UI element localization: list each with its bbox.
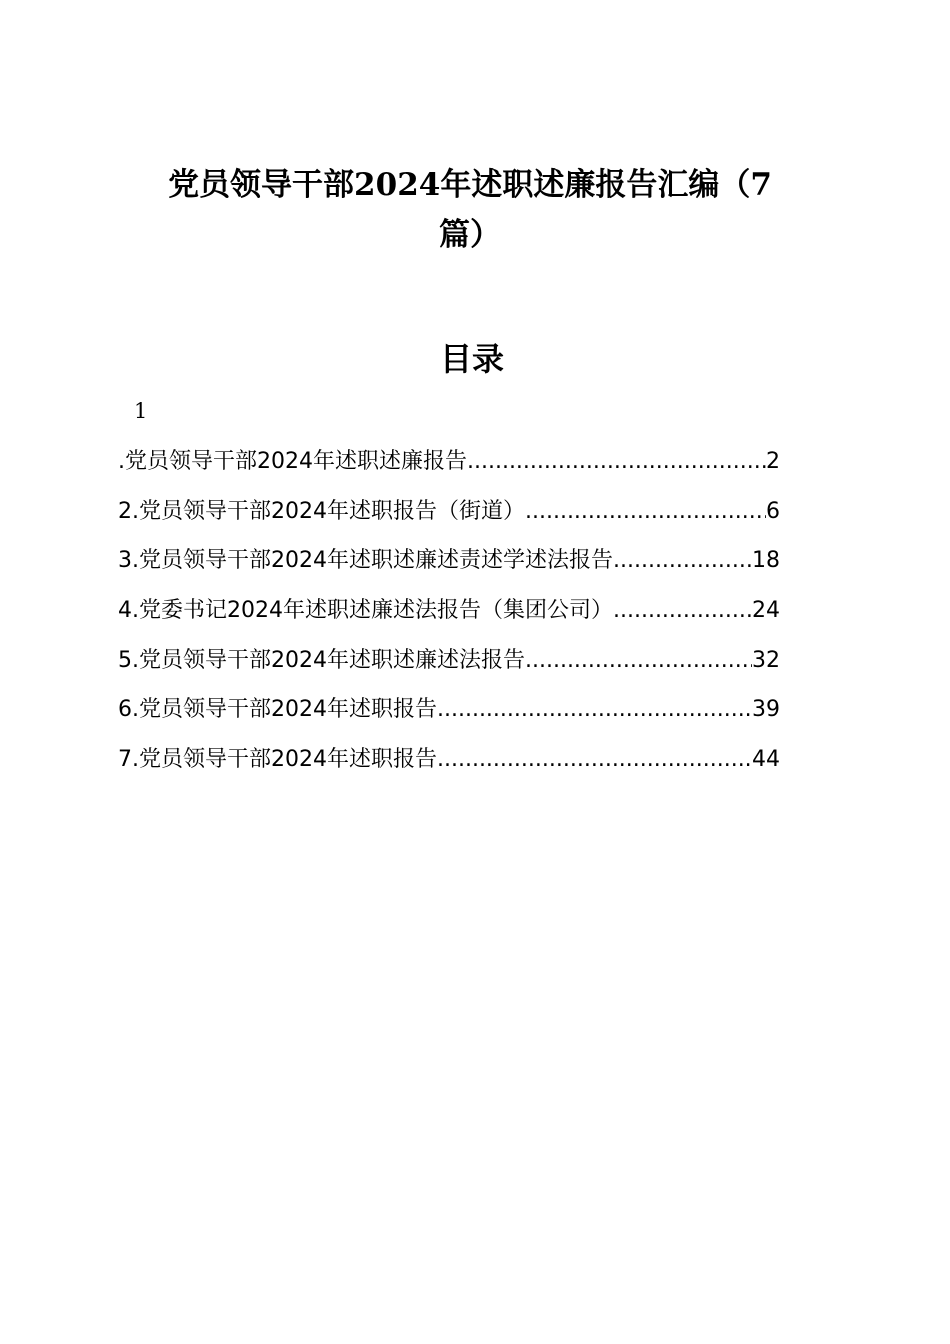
toc-dot-leader (525, 495, 766, 529)
toc-entry-6[interactable] (118, 693, 780, 743)
table-of-contents (118, 445, 780, 793)
toc-entry-label: 7.党员领导干部2024年述职报告 (118, 747, 437, 773)
toc-entry-4[interactable] (118, 594, 780, 644)
toc-dot-leader (613, 594, 752, 628)
toc-entry-label: 2.党员领导干部2024年述职报告（街道） (118, 498, 525, 524)
toc-page-number: 32 (752, 647, 780, 673)
toc-page-number: 39 (752, 697, 780, 723)
toc-dot-leader (467, 445, 766, 479)
toc-entry-label: 3.党员领导干部2024年述职述廉述责述学述法报告 (118, 548, 613, 574)
toc-entry-label: 4.党委书记2024年述职述廉述法报告（集团公司） (118, 598, 613, 624)
toc-entry-2[interactable] (118, 495, 780, 545)
toc-entry-label: 6.党员领导干部2024年述职报告 (118, 697, 437, 723)
toc-dot-leader (437, 693, 752, 727)
toc-page-number: 2 (766, 449, 780, 474)
document-title (120, 160, 820, 260)
toc-entry-1[interactable] (118, 445, 780, 495)
list-number-fragment: 1 (134, 399, 148, 423)
document-title-line-2: 篇） (439, 217, 501, 253)
toc-entry-3[interactable] (118, 544, 780, 594)
toc-page-number: 44 (752, 747, 780, 773)
toc-entry-7[interactable] (118, 743, 780, 793)
toc-page-number: 6 (766, 498, 780, 524)
toc-dot-leader (613, 544, 752, 578)
toc-page-number: 24 (752, 598, 780, 624)
toc-entry-5[interactable] (118, 644, 780, 694)
toc-dot-leader (437, 743, 752, 777)
toc-heading: 目录 (439, 340, 504, 378)
toc-page-number: 18 (752, 548, 780, 574)
document-title-line-1: 党员领导干部2024年述职述廉报告汇编（7 (168, 167, 772, 203)
toc-dot-leader (525, 644, 752, 678)
toc-entry-label: 5.党员领导干部2024年述职述廉述法报告 (118, 647, 525, 673)
toc-entry-label: .党员领导干部2024年述职述廉报告 (118, 449, 467, 474)
